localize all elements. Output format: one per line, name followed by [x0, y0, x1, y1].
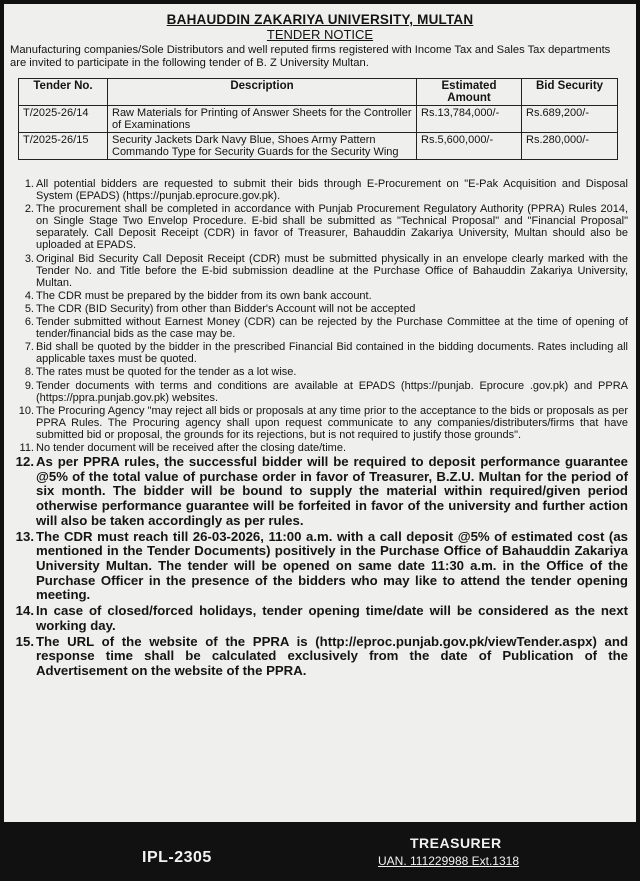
list-item — [14, 366, 628, 378]
item-text: Tender submitted without Earnest Money (CDR) can be rejected by the Purchase Committee at the time of opening of tender/financial bids as the case may be. — [36, 316, 628, 341]
item-text: The CDR (BID Security) from other than Bidder's Account will not be accepted — [36, 302, 416, 315]
signatory-title: TREASURER — [410, 835, 502, 851]
list-item — [14, 455, 628, 529]
item-number: 4. — [24, 289, 34, 302]
item-text: Original Bid Security Call Deposit Receipt (CDR) must be submitted physically in an envelope clearly marked with the Tender No. and Title before the E-bid submission deadline at the Purchase Office of Bahauddin Zakariya University, Multan. — [36, 252, 628, 289]
notice-paper — [4, 4, 636, 822]
list-item — [14, 290, 628, 302]
item-number: 11. — [19, 441, 34, 454]
item-number: 2. — [24, 203, 34, 216]
footer-bar — [0, 822, 640, 881]
list-item — [14, 405, 628, 441]
table-header-row — [19, 79, 618, 106]
university-name: BAHAUDDIN ZAKARIYA UNIVERSITY, MULTAN — [166, 12, 474, 27]
notice-header — [4, 12, 636, 42]
estimated-amount: Rs.5,600,000/- — [417, 133, 522, 160]
list-item — [14, 635, 628, 679]
item-number: 9. — [24, 379, 34, 392]
tender-no: T/2025-26/14 — [19, 106, 108, 133]
col-estimated-amount: Estimated Amount — [417, 79, 522, 106]
list-item — [14, 178, 628, 202]
tender-no: T/2025-26/15 — [19, 133, 108, 160]
item-text: All potential bidders are requested to submit their bids through E-Procurement on "E-Pak Acquisition and Disposal System (EPADS) (https://punjab.eprocure.gov.pk). — [36, 178, 628, 203]
notice-title: TENDER NOTICE — [266, 27, 374, 42]
item-text: Bid shall be quoted by the bidder in the prescribed Financial Bid contained in the bidding documents. Rates including all applicable taxes must be quoted. — [36, 341, 628, 366]
item-number: 8. — [24, 366, 34, 379]
item-number: 3. — [24, 252, 34, 265]
item-text: The CDR must reach till 26-03-2026, 11:00 a.m. with a call deposit @5% of estimated cost (as mentioned in the Tender Documents) positively in the Purchase Office of Bahauddin Zakariya University Multan. The tender will be opened on same date 11:30 a.m. in the Office of the Purchase Officer in the presence of the bidders who may like to attend the tender opening meeting. — [36, 528, 628, 603]
item-text: The procurement shall be completed in accordance with Punjab Procurement Regulatory Authority (PPRA) Rules 2014, on Single Stage Two Envelop Procedure. E-bid shall be submitted as "Technical Proposal" and "Financial Proposal" separately. Call Deposit Receipt (CDR) in favor of Treasurer, Bahauddin Zakariya University, Multan should also be uploaded at EPADS. — [36, 203, 628, 252]
col-tender-no: Tender No. — [19, 79, 108, 106]
item-number: 7. — [24, 341, 34, 354]
bid-security: Rs.689,200/- — [522, 106, 618, 133]
item-text: Tender documents with terms and conditions are available at EPADS (https://punjab. Eprocure .gov.pk) and PPRA (https://ppra.punjab.gov.pk) websites. — [36, 379, 628, 404]
list-item — [14, 203, 628, 251]
item-text: The Procuring Agency "may reject all bids or proposals at any time prior to the acceptance to the bids or proposals as per PPRA Rules. The Procuring agency shall upon request communicate to any companies/distributers/firms that have submitted bid or proposal, the grounds for its rejections, but is not required to justify those grounds". — [36, 404, 628, 441]
list-item — [14, 380, 628, 404]
terms-list — [14, 178, 628, 679]
list-item — [14, 604, 628, 633]
list-item — [14, 442, 628, 454]
list-item — [14, 303, 628, 315]
intro-paragraph: Manufacturing companies/Sole Distributors and well reputed firms registered with Income Tax and Sales Tax departments are invited to participate in the following tender of B. Z University Multan. — [10, 44, 611, 69]
item-text: In case of closed/forced holidays, tender opening time/date will be considered as the next working day. — [36, 603, 628, 633]
table-row — [19, 106, 618, 133]
item-number: 10. — [18, 404, 34, 417]
item-number: 6. — [24, 316, 34, 329]
item-number: 14. — [15, 603, 34, 619]
list-item — [14, 316, 628, 340]
item-number: 15. — [15, 633, 34, 649]
item-text: As per PPRA rules, the successful bidder will be required to deposit performance guarantee @5% of the total value of purchase order in favor of Treasurer, B.Z.U. Multan for the period of six month. The bidder will be bound to supply the material within required/given period otherwise performance guarantee will be forfeited in favor of the university and further action will also be taken accordingly as per rules. — [36, 454, 628, 528]
tender-table — [18, 78, 618, 160]
item-number: 13. — [15, 528, 34, 544]
item-text: No tender document will be received after the closing date/time. — [36, 441, 346, 454]
item-text: The rates must be quoted for the tender as a lot wise. — [36, 366, 297, 379]
list-item — [14, 341, 628, 365]
item-number: 5. — [24, 302, 34, 315]
col-bid-security: Bid Security — [522, 79, 618, 106]
uan-number: UAN. 111229988 Ext.1318 — [378, 854, 519, 868]
item-number: 1. — [24, 178, 34, 190]
list-item — [14, 253, 628, 289]
item-text: The URL of the website of the PPRA is (http://eproc.punjab.gov.pk/viewTender.aspx) and response time shall be calculated exclusively from the date of Publication of the Advertisement on the website of the PPRA. — [36, 633, 628, 678]
item-text: The CDR must be prepared by the bidder from its own bank account. — [36, 289, 372, 302]
tender-description: Raw Materials for Printing of Answer Sheets for the Controller of Examinations — [108, 106, 417, 133]
table-row — [19, 133, 618, 160]
bid-security: Rs.280,000/- — [522, 133, 618, 160]
item-number: 12. — [15, 454, 34, 470]
tender-description: Security Jackets Dark Navy Blue, Shoes Army Pattern Commando Type for Security Guards for the Security Wing — [108, 133, 417, 160]
estimated-amount: Rs.13,784,000/- — [417, 106, 522, 133]
ipl-code: IPL-2305 — [142, 849, 212, 866]
col-description: Description — [108, 79, 417, 106]
list-item — [14, 530, 628, 604]
